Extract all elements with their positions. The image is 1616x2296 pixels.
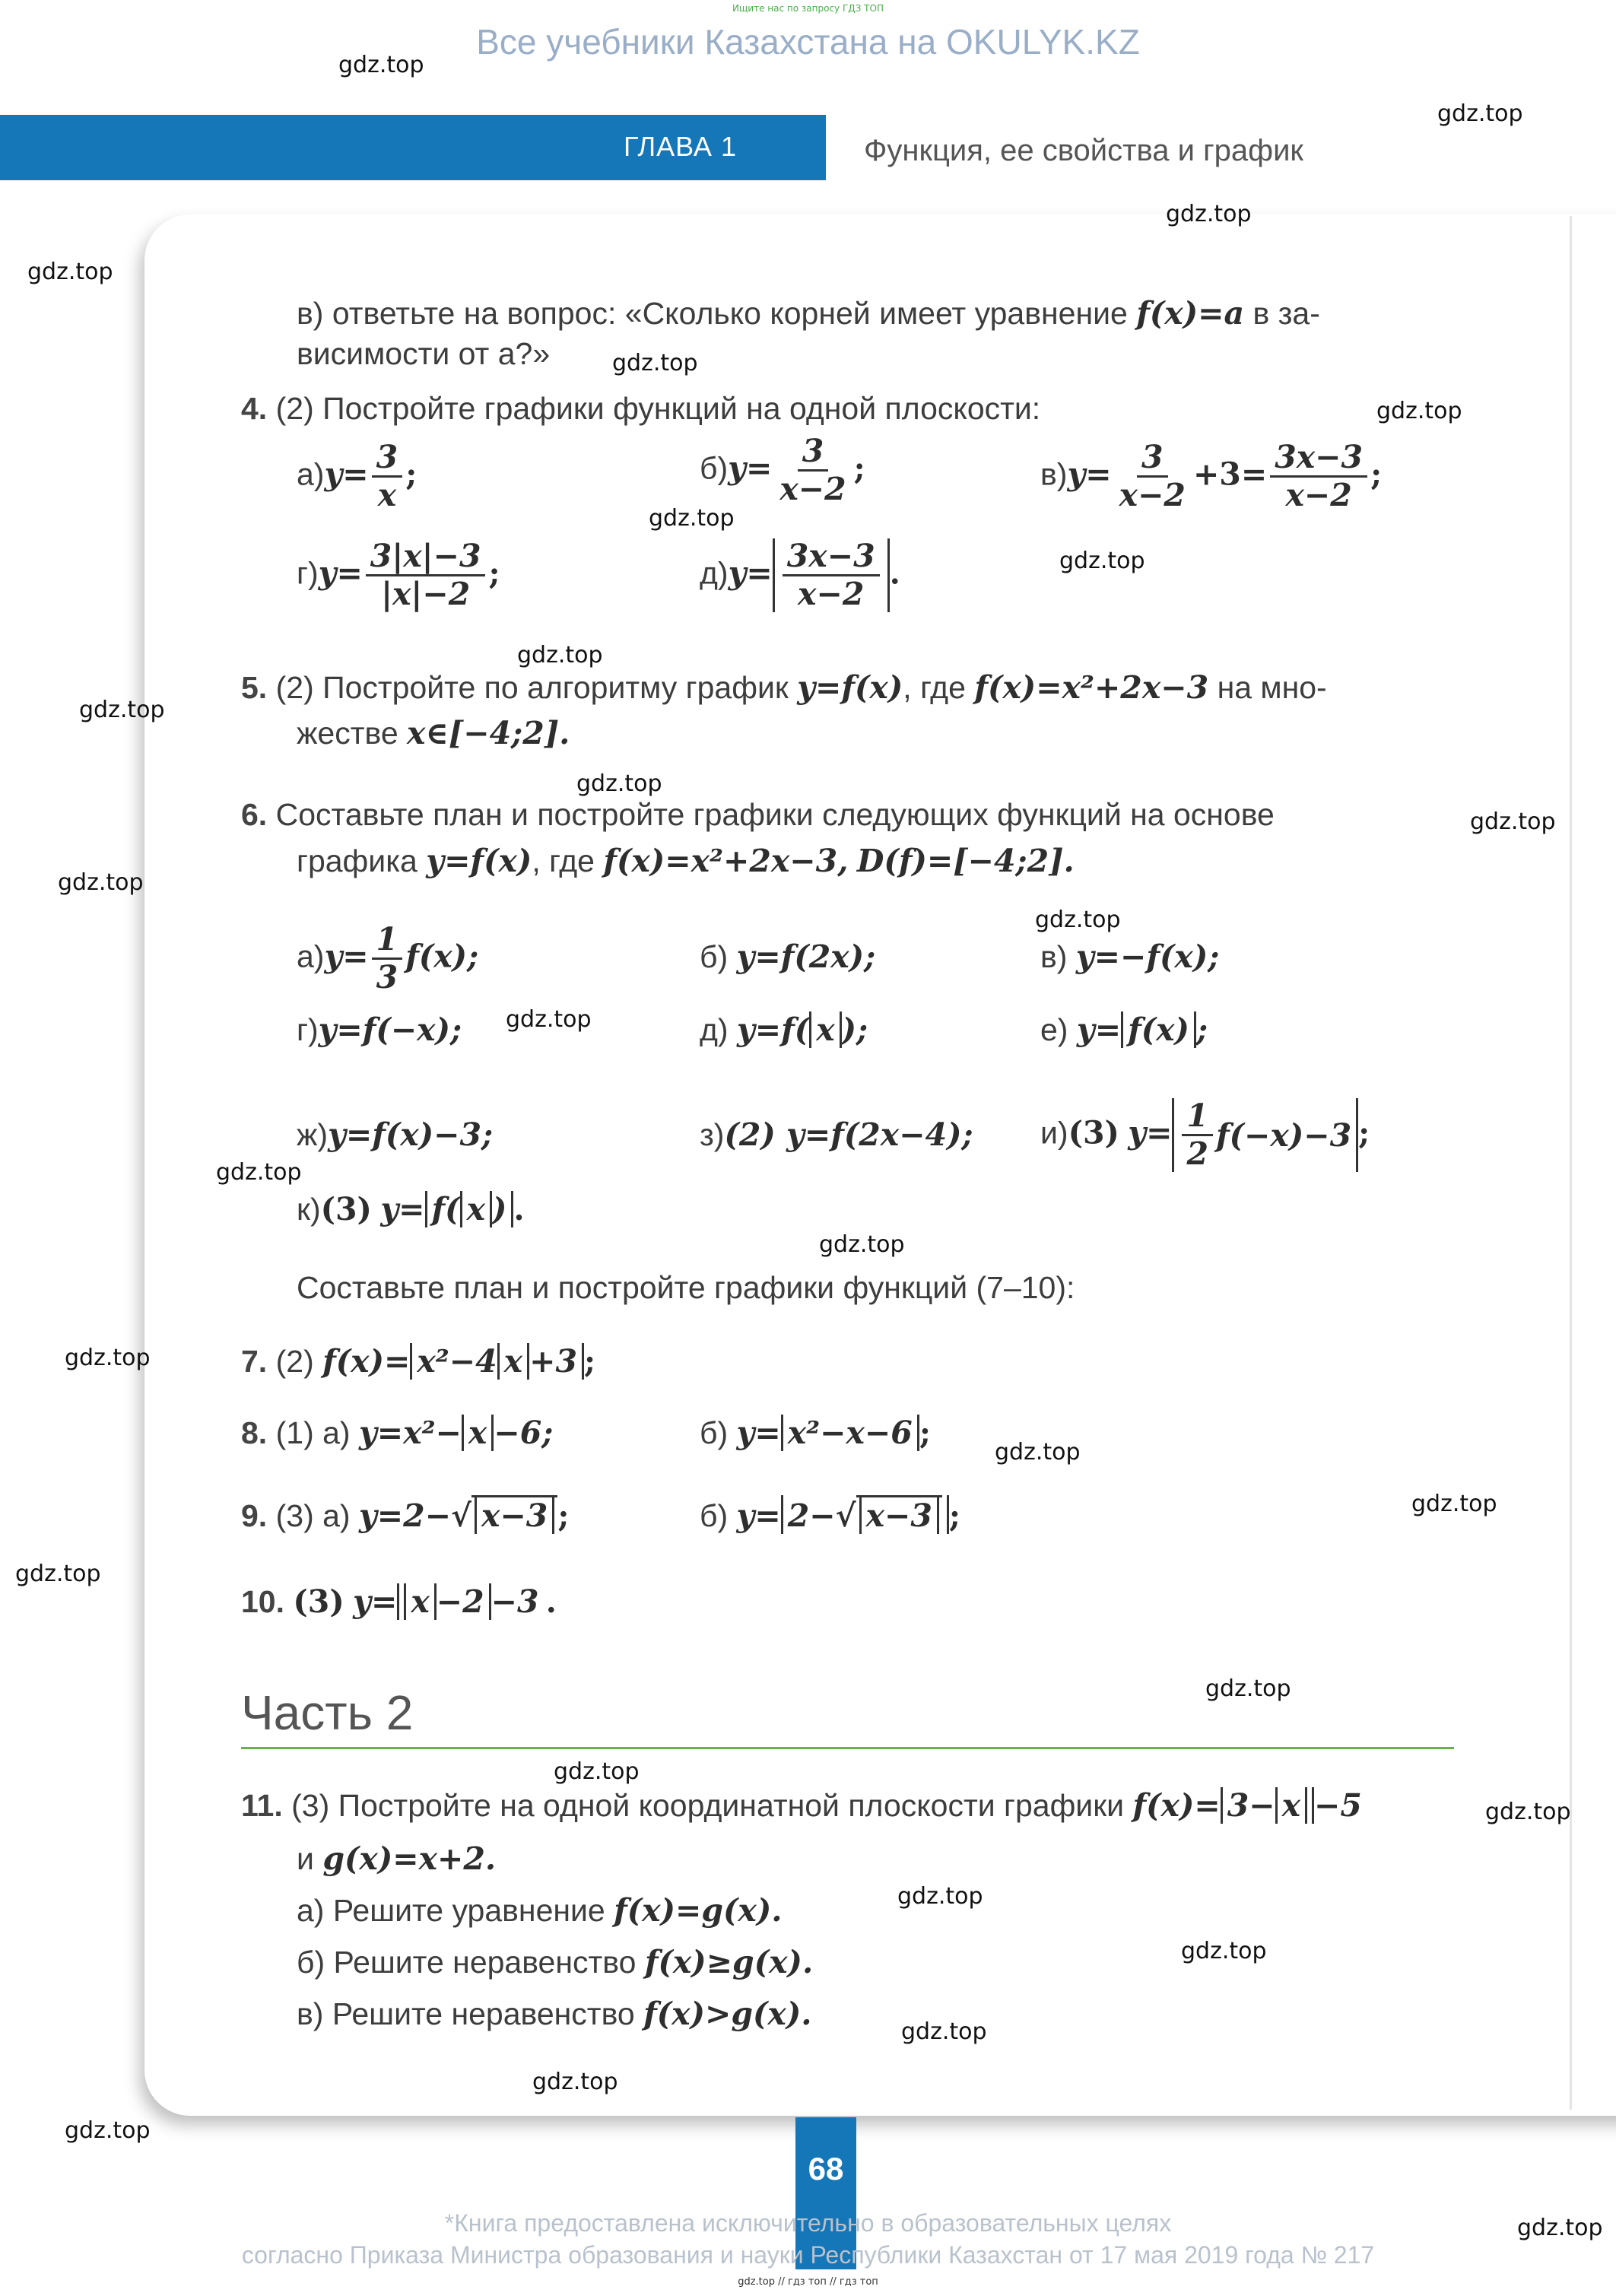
problem-11b: б) Решите неравенство f(x)≥g(x). [297, 1944, 814, 1980]
problem-6a: а)y= $\frac{1}{3}$ f(x); [297, 921, 479, 996]
problem-6v: в) y=−f(x); [1040, 938, 1220, 975]
watermark: gdz.top [1485, 1799, 1571, 1825]
watermark: gdz.top [216, 1159, 302, 1186]
watermark: gdz.top [612, 350, 698, 376]
watermark: gdz.top [27, 259, 113, 285]
problem-8a: 8. (1) а) y=x²− x −6; [241, 1415, 554, 1451]
watermark: gdz.top [1411, 1491, 1497, 1517]
problem-4: 4. (2) Постройте графики функций на одной плоскости: [241, 391, 1041, 426]
watermark: gdz.top [1470, 808, 1556, 835]
watermark: gdz.top [1181, 1938, 1267, 1964]
problem-4v: в)y= $\frac{3}{x-2}$ +3= $\frac{3x-3}{x-2}$ ; [1040, 439, 1383, 514]
problem-4a: а)y= $\frac{3}{x}$ ; [297, 439, 417, 514]
problem-6-line2: графика y=f(x), где f(x)=x²+2x−3, D(f)=[−4;2]. [297, 843, 1075, 879]
footer-line1: *Книга предоставлена исключительно в образовательных целях [444, 2209, 1172, 2237]
problem-10: 10. (3) y= x −2 −3 . [241, 1583, 557, 1620]
problem-11v: в) Решите неравенство f(x)>g(x). [297, 1996, 812, 2032]
problem-4b: б)y= $\frac{3}{x-2}$ ; [700, 433, 865, 508]
problem-6b: б) y=f(2x); [700, 938, 876, 975]
watermark: gdz.top [897, 1883, 983, 1910]
problem-5-line2: жестве x∈[−4;2]. [297, 715, 570, 751]
watermark: gdz.top [1205, 1675, 1291, 1702]
problem-5-line1: 5. (2) Постройте по алгоритму график y=f(x), где f(x)=x²+2x−3 на мно- [241, 669, 1327, 706]
problem-11-line2: и g(x)=x+2. [297, 1840, 497, 1877]
card-divider [1570, 216, 1572, 2110]
watermark: gdz.top [995, 1439, 1081, 1466]
page-number: 68 [808, 2151, 844, 2186]
watermark: gdz.top [517, 642, 603, 668]
watermark: gdz.top [58, 869, 144, 896]
watermark: gdz.top [79, 697, 165, 723]
watermark: gdz.top [1376, 398, 1462, 424]
watermark: gdz.top [1437, 100, 1523, 127]
section-title: Часть 2 [241, 1685, 414, 1740]
problem-6zh: ж)y=f(x)−3; [297, 1116, 494, 1153]
problem-11-line1: 11. (3) Постройте на одной координатной плоскости графики f(x)= 3− x −5 [241, 1787, 1362, 1824]
watermark: gdz.top [1166, 201, 1252, 227]
watermark: gdz.top [649, 505, 735, 532]
watermark: gdz.top [532, 2069, 618, 2095]
problem-6-line1: 6. Составьте план и постройте графики следующих функций на основе [241, 797, 1275, 832]
chapter-label: ГЛАВА 1 [624, 131, 737, 162]
watermark: gdz.top [1517, 2215, 1603, 2241]
top-search-note: Ищите нас по запросу ГДЗ ТОП [732, 3, 884, 14]
footer-line2: согласно Приказа Министра образования и науки Республики Казахстан от 17 мая 2019 года № 217 [241, 2241, 1375, 2269]
problem-6e: е) y= f(x) ; [1040, 1011, 1208, 1048]
watermark: gdz.top [338, 52, 424, 78]
problem-7: 7. (2) f(x)= x²−4 x +3 ; [241, 1343, 596, 1380]
watermark: gdz.top [1035, 907, 1121, 933]
problem-9a: 9. (3) а) y=2−√ x−3 ; [241, 1495, 569, 1534]
problem-6i: и)(3) y= $\frac{1}{2}$ f(−x)−3 ; [1040, 1097, 1370, 1173]
chapter-title: Функция, ее свойства и график [864, 134, 1303, 167]
problem-11a: а) Решите уравнение f(x)=g(x). [297, 1892, 783, 1929]
watermark: gdz.top [65, 1345, 151, 1371]
problem-4g: г)y= $\frac{3|x|-3}{|x|-2}$ ; [297, 538, 500, 613]
problem-6g: г)y=f(−x); [297, 1011, 462, 1048]
problem-3v-line1: в) ответьте на вопрос: «Сколько корней имеет уравнение f(x)=a в за- [297, 295, 1320, 332]
math-expr: f(x)=a [1136, 295, 1245, 332]
watermark: gdz.top [576, 770, 662, 797]
plan-instruction: Составьте план и постройте графики функций (7–10): [297, 1270, 1075, 1305]
section-divider [241, 1747, 1454, 1749]
problem-6d: д) y=f( x ); [700, 1011, 868, 1048]
problem-9b: б) y= 2−√ x−3 ; [700, 1495, 960, 1534]
watermark: gdz.top [819, 1231, 905, 1258]
watermark: gdz.top [554, 1758, 640, 1785]
site-title[interactable]: Все учебники Казахстана на OKULYK.KZ [476, 22, 1140, 62]
watermark: gdz.top [15, 1561, 101, 1587]
problem-4d: д)y= $\frac{3x-3}{x-2}$ . [700, 538, 900, 613]
problem-6k: к)(3) y= f( x ) . [297, 1191, 525, 1227]
watermark: gdz.top [901, 2018, 987, 2045]
footer-tiny: gdz.top // гдз топ // гдз топ [738, 2276, 878, 2288]
problem-3v-line2: висимости от a?» [297, 336, 551, 371]
problem-6z: з)(2) y=f(2x−4); [700, 1116, 973, 1153]
watermark: gdz.top [65, 2117, 151, 2144]
problem-8b: б) y= x²−x−6 ; [700, 1415, 931, 1451]
watermark: gdz.top [506, 1006, 592, 1033]
watermark: gdz.top [1059, 548, 1145, 574]
